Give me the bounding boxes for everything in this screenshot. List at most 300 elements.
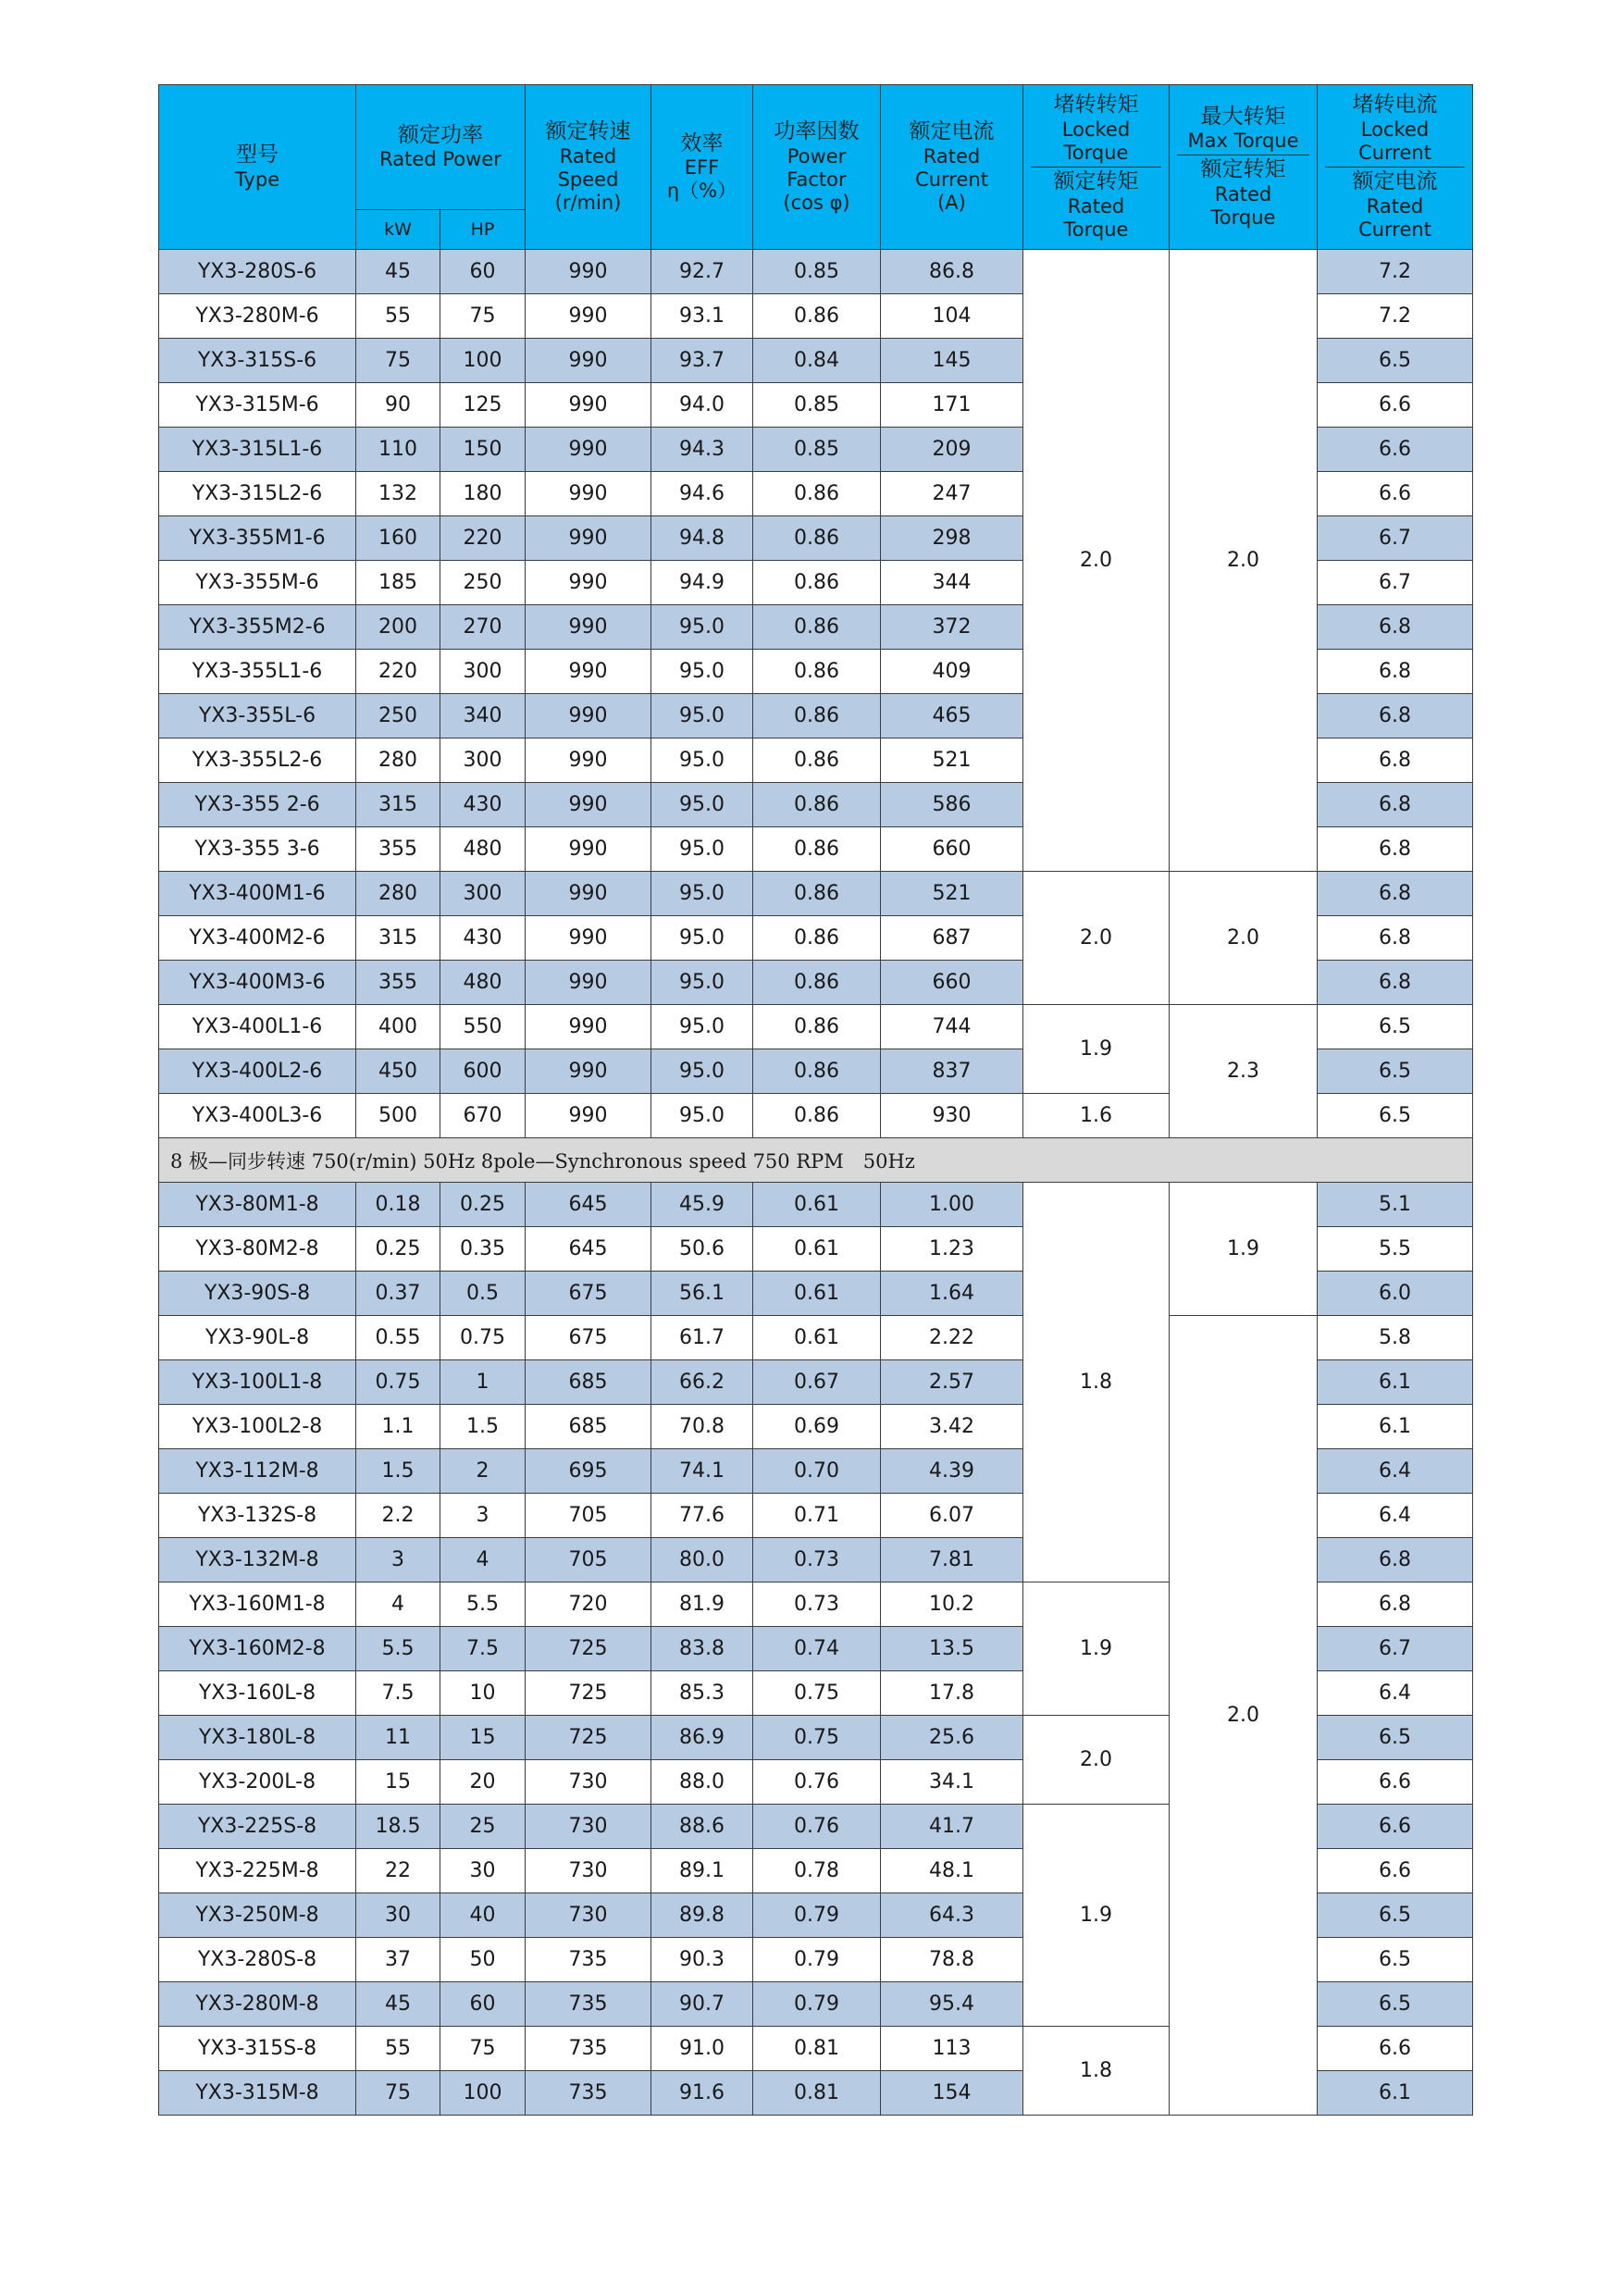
cell-pf: 0.86 <box>753 827 881 872</box>
cell-eff: 94.9 <box>651 561 753 605</box>
cell-current: 586 <box>881 783 1023 827</box>
cell-type: YX3-80M2-8 <box>159 1227 356 1272</box>
cell-eff: 95.0 <box>651 827 753 872</box>
cell-current: 209 <box>881 428 1023 472</box>
cell-max-torque: 2.3 <box>1170 1005 1318 1138</box>
cell-eff: 61.7 <box>651 1316 753 1360</box>
cell-type: YX3-315M-6 <box>159 383 356 428</box>
cell-kw: 55 <box>356 294 440 339</box>
cell-speed: 685 <box>526 1360 651 1405</box>
cell-speed: 705 <box>526 1494 651 1538</box>
cell-speed: 725 <box>526 1716 651 1760</box>
cell-hp: 300 <box>440 738 526 783</box>
cell-current: 2.57 <box>881 1360 1023 1405</box>
cell-locked-current: 6.8 <box>1318 916 1473 961</box>
cell-current: 6.07 <box>881 1494 1023 1538</box>
cell-kw: 355 <box>356 827 440 872</box>
cell-speed: 735 <box>526 1982 651 2027</box>
cell-eff: 95.0 <box>651 605 753 650</box>
cell-pf: 0.84 <box>753 339 881 383</box>
cell-locked-current: 7.2 <box>1318 294 1473 339</box>
cell-type: YX3-90L-8 <box>159 1316 356 1360</box>
cell-locked-current: 6.8 <box>1318 783 1473 827</box>
cell-eff: 92.7 <box>651 250 753 294</box>
cell-current: 298 <box>881 516 1023 561</box>
cell-max-torque: 2.0 <box>1170 1316 1318 2116</box>
cell-locked-torque: 1.9 <box>1023 1582 1170 1716</box>
cell-speed: 990 <box>526 872 651 916</box>
cell-eff: 50.6 <box>651 1227 753 1272</box>
cell-hp: 480 <box>440 827 526 872</box>
cell-locked-current: 5.1 <box>1318 1183 1473 1227</box>
cell-eff: 91.6 <box>651 2071 753 2116</box>
cell-speed: 990 <box>526 250 651 294</box>
cell-pf: 0.86 <box>753 694 881 738</box>
cell-hp: 30 <box>440 1849 526 1893</box>
cell-kw: 0.25 <box>356 1227 440 1272</box>
table-row <box>159 1183 1473 1227</box>
cell-speed: 990 <box>526 783 651 827</box>
table-row <box>159 1005 1473 1049</box>
header-hp: HP <box>440 210 526 250</box>
cell-locked-current: 6.5 <box>1318 1049 1473 1094</box>
cell-type: YX3-355L-6 <box>159 694 356 738</box>
cell-type: YX3-315L2-6 <box>159 472 356 516</box>
cell-type: YX3-355 3-6 <box>159 827 356 872</box>
cell-type: YX3-315S-8 <box>159 2027 356 2071</box>
cell-kw: 220 <box>356 650 440 694</box>
cell-type: YX3-112M-8 <box>159 1449 356 1494</box>
cell-hp: 5.5 <box>440 1582 526 1627</box>
cell-locked-current: 6.6 <box>1318 428 1473 472</box>
cell-hp: 550 <box>440 1005 526 1049</box>
cell-hp: 300 <box>440 872 526 916</box>
cell-hp: 0.75 <box>440 1316 526 1360</box>
cell-current: 1.23 <box>881 1227 1023 1272</box>
cell-speed: 990 <box>526 1094 651 1138</box>
cell-locked-current: 7.2 <box>1318 250 1473 294</box>
cell-type: YX3-160M1-8 <box>159 1582 356 1627</box>
cell-eff: 91.0 <box>651 2027 753 2071</box>
cell-kw: 4 <box>356 1582 440 1627</box>
cell-speed: 990 <box>526 827 651 872</box>
cell-pf: 0.81 <box>753 2027 881 2071</box>
cell-eff: 95.0 <box>651 1005 753 1049</box>
cell-eff: 77.6 <box>651 1494 753 1538</box>
cell-pf: 0.70 <box>753 1449 881 1494</box>
cell-hp: 20 <box>440 1760 526 1805</box>
cell-kw: 3 <box>356 1538 440 1582</box>
cell-type: YX3-355M1-6 <box>159 516 356 561</box>
cell-pf: 0.61 <box>753 1272 881 1316</box>
cell-speed: 990 <box>526 738 651 783</box>
cell-pf: 0.85 <box>753 383 881 428</box>
cell-pf: 0.86 <box>753 961 881 1005</box>
cell-kw: 315 <box>356 916 440 961</box>
cell-locked-current: 6.1 <box>1318 1405 1473 1449</box>
cell-kw: 2.2 <box>356 1494 440 1538</box>
cell-kw: 1.1 <box>356 1405 440 1449</box>
cell-speed: 990 <box>526 294 651 339</box>
cell-current: 3.42 <box>881 1405 1023 1449</box>
cell-hp: 75 <box>440 294 526 339</box>
cell-locked-torque: 1.9 <box>1023 1005 1170 1094</box>
cell-speed: 735 <box>526 2027 651 2071</box>
cell-eff: 81.9 <box>651 1582 753 1627</box>
header-locked-current-ratio: 堵转电流 Locked Current 额定电流 Rated Current <box>1318 85 1473 250</box>
cell-pf: 0.75 <box>753 1671 881 1716</box>
cell-current: 10.2 <box>881 1582 1023 1627</box>
cell-speed: 990 <box>526 1005 651 1049</box>
cell-eff: 66.2 <box>651 1360 753 1405</box>
cell-type: YX3-400L3-6 <box>159 1094 356 1138</box>
cell-current: 344 <box>881 561 1023 605</box>
cell-kw: 200 <box>356 605 440 650</box>
cell-kw: 11 <box>356 1716 440 1760</box>
cell-speed: 730 <box>526 1760 651 1805</box>
cell-eff: 93.7 <box>651 339 753 383</box>
cell-pf: 0.79 <box>753 1938 881 1982</box>
cell-current: 41.7 <box>881 1805 1023 1849</box>
cell-type: YX3-100L1-8 <box>159 1360 356 1405</box>
cell-hp: 1.5 <box>440 1405 526 1449</box>
cell-speed: 725 <box>526 1671 651 1716</box>
cell-current: 465 <box>881 694 1023 738</box>
cell-hp: 40 <box>440 1893 526 1938</box>
cell-hp: 7.5 <box>440 1627 526 1671</box>
cell-type: YX3-315L1-6 <box>159 428 356 472</box>
cell-eff: 93.1 <box>651 294 753 339</box>
cell-locked-current: 6.8 <box>1318 872 1473 916</box>
cell-pf: 0.81 <box>753 2071 881 2116</box>
cell-locked-current: 6.5 <box>1318 1094 1473 1138</box>
cell-current: 1.00 <box>881 1183 1023 1227</box>
cell-hp: 300 <box>440 650 526 694</box>
cell-locked-current: 6.8 <box>1318 650 1473 694</box>
cell-pf: 0.85 <box>753 428 881 472</box>
cell-speed: 645 <box>526 1227 651 1272</box>
cell-eff: 85.3 <box>651 1671 753 1716</box>
cell-current: 13.5 <box>881 1627 1023 1671</box>
cell-current: 48.1 <box>881 1849 1023 1893</box>
cell-eff: 95.0 <box>651 872 753 916</box>
cell-speed: 990 <box>526 650 651 694</box>
cell-type: YX3-280S-8 <box>159 1938 356 1982</box>
cell-speed: 695 <box>526 1449 651 1494</box>
cell-hp: 15 <box>440 1716 526 1760</box>
cell-kw: 30 <box>356 1893 440 1938</box>
cell-hp: 1 <box>440 1360 526 1405</box>
cell-kw: 0.55 <box>356 1316 440 1360</box>
cell-locked-current: 6.4 <box>1318 1671 1473 1716</box>
cell-hp: 340 <box>440 694 526 738</box>
motor-spec-table <box>158 84 1473 2116</box>
cell-speed: 990 <box>526 916 651 961</box>
cell-locked-torque: 1.8 <box>1023 1183 1170 1582</box>
cell-locked-current: 6.6 <box>1318 472 1473 516</box>
cell-eff: 95.0 <box>651 783 753 827</box>
cell-speed: 990 <box>526 383 651 428</box>
cell-eff: 88.0 <box>651 1760 753 1805</box>
cell-locked-current: 6.8 <box>1318 961 1473 1005</box>
cell-hp: 430 <box>440 783 526 827</box>
cell-locked-torque: 2.0 <box>1023 250 1170 872</box>
cell-speed: 990 <box>526 605 651 650</box>
cell-eff: 95.0 <box>651 650 753 694</box>
cell-speed: 730 <box>526 1849 651 1893</box>
cell-pf: 0.78 <box>753 1849 881 1893</box>
cell-type: YX3-280M-8 <box>159 1982 356 2027</box>
cell-eff: 56.1 <box>651 1272 753 1316</box>
cell-type: YX3-400L1-6 <box>159 1005 356 1049</box>
cell-kw: 280 <box>356 872 440 916</box>
cell-type: YX3-400M2-6 <box>159 916 356 961</box>
cell-hp: 50 <box>440 1938 526 1982</box>
cell-kw: 5.5 <box>356 1627 440 1671</box>
cell-max-torque: 2.0 <box>1170 872 1318 1005</box>
cell-hp: 25 <box>440 1805 526 1849</box>
cell-hp: 0.5 <box>440 1272 526 1316</box>
cell-pf: 0.86 <box>753 738 881 783</box>
cell-kw: 37 <box>356 1938 440 1982</box>
cell-type: YX3-225S-8 <box>159 1805 356 1849</box>
cell-locked-current: 6.4 <box>1318 1494 1473 1538</box>
cell-pf: 0.86 <box>753 1049 881 1094</box>
cell-locked-current: 6.5 <box>1318 1893 1473 1938</box>
header-max-torque-ratio: 最大转矩 Max Torque 额定转矩 Rated Torque <box>1170 85 1318 250</box>
cell-speed: 990 <box>526 428 651 472</box>
cell-current: 78.8 <box>881 1938 1023 1982</box>
cell-kw: 1.5 <box>356 1449 440 1494</box>
cell-type: YX3-400M3-6 <box>159 961 356 1005</box>
header-rated-current: 额定电流 Rated Current (A) <box>881 85 1023 250</box>
cell-eff: 80.0 <box>651 1538 753 1582</box>
cell-eff: 45.9 <box>651 1183 753 1227</box>
cell-speed: 990 <box>526 561 651 605</box>
cell-locked-current: 6.6 <box>1318 1805 1473 1849</box>
cell-eff: 74.1 <box>651 1449 753 1494</box>
cell-type: YX3-180L-8 <box>159 1716 356 1760</box>
cell-hp: 75 <box>440 2027 526 2071</box>
cell-locked-current: 6.5 <box>1318 1938 1473 1982</box>
cell-speed: 685 <box>526 1405 651 1449</box>
cell-type: YX3-132M-8 <box>159 1538 356 1582</box>
cell-kw: 75 <box>356 339 440 383</box>
cell-locked-current: 6.6 <box>1318 1760 1473 1805</box>
cell-type: YX3-355L1-6 <box>159 650 356 694</box>
cell-locked-current: 5.5 <box>1318 1227 1473 1272</box>
cell-hp: 430 <box>440 916 526 961</box>
cell-speed: 990 <box>526 961 651 1005</box>
cell-current: 521 <box>881 738 1023 783</box>
cell-locked-current: 6.0 <box>1318 1272 1473 1316</box>
cell-pf: 0.69 <box>753 1405 881 1449</box>
cell-type: YX3-90S-8 <box>159 1272 356 1316</box>
cell-hp: 270 <box>440 605 526 650</box>
header-locked-torque-ratio: 堵转转矩 Locked Torque 额定转矩 Rated Torque <box>1023 85 1170 250</box>
cell-current: 104 <box>881 294 1023 339</box>
cell-speed: 720 <box>526 1582 651 1627</box>
header-kw: kW <box>356 210 440 250</box>
cell-speed: 730 <box>526 1805 651 1849</box>
cell-type: YX3-132S-8 <box>159 1494 356 1538</box>
cell-current: 372 <box>881 605 1023 650</box>
cell-kw: 7.5 <box>356 1671 440 1716</box>
cell-hp: 0.35 <box>440 1227 526 1272</box>
cell-pf: 0.86 <box>753 605 881 650</box>
cell-speed: 705 <box>526 1538 651 1582</box>
cell-current: 1.64 <box>881 1272 1023 1316</box>
six-pole-rows <box>159 250 1473 1138</box>
cell-kw: 75 <box>356 2071 440 2116</box>
cell-pf: 0.85 <box>753 250 881 294</box>
cell-locked-current: 6.7 <box>1318 516 1473 561</box>
cell-current: 660 <box>881 827 1023 872</box>
cell-kw: 132 <box>356 472 440 516</box>
header-type: 型号 Type <box>159 85 356 250</box>
cell-pf: 0.86 <box>753 916 881 961</box>
cell-eff: 83.8 <box>651 1627 753 1671</box>
cell-hp: 100 <box>440 2071 526 2116</box>
cell-eff: 90.3 <box>651 1938 753 1982</box>
cell-current: 17.8 <box>881 1671 1023 1716</box>
cell-current: 744 <box>881 1005 1023 1049</box>
cell-current: 145 <box>881 339 1023 383</box>
cell-current: 95.4 <box>881 1982 1023 2027</box>
cell-current: 7.81 <box>881 1538 1023 1582</box>
cell-current: 687 <box>881 916 1023 961</box>
cell-eff: 88.6 <box>651 1805 753 1849</box>
cell-current: 247 <box>881 472 1023 516</box>
cell-speed: 645 <box>526 1183 651 1227</box>
cell-type: YX3-315S-6 <box>159 339 356 383</box>
cell-kw: 0.75 <box>356 1360 440 1405</box>
cell-eff: 95.0 <box>651 1094 753 1138</box>
cell-current: 113 <box>881 2027 1023 2071</box>
cell-pf: 0.86 <box>753 294 881 339</box>
cell-locked-torque: 2.0 <box>1023 1716 1170 1805</box>
cell-locked-current: 6.7 <box>1318 561 1473 605</box>
cell-eff: 94.3 <box>651 428 753 472</box>
cell-locked-torque: 1.9 <box>1023 1805 1170 2027</box>
cell-kw: 110 <box>356 428 440 472</box>
cell-locked-current: 6.5 <box>1318 1716 1473 1760</box>
cell-type: YX3-400M1-6 <box>159 872 356 916</box>
cell-hp: 250 <box>440 561 526 605</box>
cell-eff: 94.8 <box>651 516 753 561</box>
cell-pf: 0.86 <box>753 516 881 561</box>
cell-type: YX3-315M-8 <box>159 2071 356 2116</box>
cell-hp: 3 <box>440 1494 526 1538</box>
cell-pf: 0.73 <box>753 1538 881 1582</box>
cell-eff: 94.6 <box>651 472 753 516</box>
cell-hp: 100 <box>440 339 526 383</box>
cell-hp: 60 <box>440 250 526 294</box>
cell-hp: 670 <box>440 1094 526 1138</box>
cell-current: 837 <box>881 1049 1023 1094</box>
cell-locked-torque: 2.0 <box>1023 872 1170 1005</box>
cell-type: YX3-280M-6 <box>159 294 356 339</box>
cell-pf: 0.76 <box>753 1805 881 1849</box>
cell-speed: 730 <box>526 1893 651 1938</box>
cell-speed: 675 <box>526 1316 651 1360</box>
cell-locked-current: 6.6 <box>1318 383 1473 428</box>
cell-kw: 0.37 <box>356 1272 440 1316</box>
cell-pf: 0.71 <box>753 1494 881 1538</box>
eight-pole-rows <box>159 1183 1473 2116</box>
cell-pf: 0.61 <box>753 1183 881 1227</box>
section-title-8-pole: 8 极—同步转速 750(r/min) 50Hz 8pole—Synchronous speed 750 RPM 50Hz <box>159 1138 1473 1183</box>
cell-locked-current: 6.6 <box>1318 2027 1473 2071</box>
cell-hp: 125 <box>440 383 526 428</box>
cell-current: 4.39 <box>881 1449 1023 1494</box>
cell-type: YX3-400L2-6 <box>159 1049 356 1094</box>
cell-pf: 0.61 <box>753 1227 881 1272</box>
cell-hp: 60 <box>440 1982 526 2027</box>
cell-type: YX3-160M2-8 <box>159 1627 356 1671</box>
cell-kw: 18.5 <box>356 1805 440 1849</box>
cell-eff: 89.8 <box>651 1893 753 1938</box>
cell-pf: 0.73 <box>753 1582 881 1627</box>
cell-pf: 0.67 <box>753 1360 881 1405</box>
cell-eff: 95.0 <box>651 738 753 783</box>
cell-eff: 95.0 <box>651 916 753 961</box>
cell-kw: 450 <box>356 1049 440 1094</box>
cell-kw: 355 <box>356 961 440 1005</box>
cell-type: YX3-160L-8 <box>159 1671 356 1716</box>
cell-kw: 0.18 <box>356 1183 440 1227</box>
cell-type: YX3-200L-8 <box>159 1760 356 1805</box>
cell-locked-current: 6.5 <box>1318 1005 1473 1049</box>
cell-locked-current: 6.5 <box>1318 1982 1473 2027</box>
cell-eff: 89.1 <box>651 1849 753 1893</box>
cell-pf: 0.75 <box>753 1716 881 1760</box>
cell-kw: 45 <box>356 1982 440 2027</box>
cell-hp: 180 <box>440 472 526 516</box>
header-rated-speed: 额定转速 Rated Speed (r/min) <box>526 85 651 250</box>
cell-hp: 0.25 <box>440 1183 526 1227</box>
cell-eff: 94.0 <box>651 383 753 428</box>
cell-locked-torque: 1.6 <box>1023 1094 1170 1138</box>
cell-pf: 0.61 <box>753 1316 881 1360</box>
cell-eff: 90.7 <box>651 1982 753 2027</box>
cell-current: 171 <box>881 383 1023 428</box>
table-row <box>159 1316 1473 1360</box>
table-row <box>159 872 1473 916</box>
cell-speed: 990 <box>526 1049 651 1094</box>
cell-hp: 150 <box>440 428 526 472</box>
cell-pf: 0.86 <box>753 1094 881 1138</box>
cell-pf: 0.86 <box>753 872 881 916</box>
cell-speed: 725 <box>526 1627 651 1671</box>
cell-kw: 160 <box>356 516 440 561</box>
cell-locked-current: 6.8 <box>1318 694 1473 738</box>
cell-current: 86.8 <box>881 250 1023 294</box>
cell-hp: 480 <box>440 961 526 1005</box>
cell-kw: 500 <box>356 1094 440 1138</box>
cell-locked-current: 6.8 <box>1318 827 1473 872</box>
cell-pf: 0.86 <box>753 783 881 827</box>
cell-kw: 400 <box>356 1005 440 1049</box>
cell-hp: 2 <box>440 1449 526 1494</box>
cell-locked-current: 6.8 <box>1318 605 1473 650</box>
cell-pf: 0.79 <box>753 1982 881 2027</box>
cell-type: YX3-355L2-6 <box>159 738 356 783</box>
cell-hp: 600 <box>440 1049 526 1094</box>
cell-type: YX3-355M-6 <box>159 561 356 605</box>
cell-pf: 0.86 <box>753 472 881 516</box>
cell-kw: 45 <box>356 250 440 294</box>
